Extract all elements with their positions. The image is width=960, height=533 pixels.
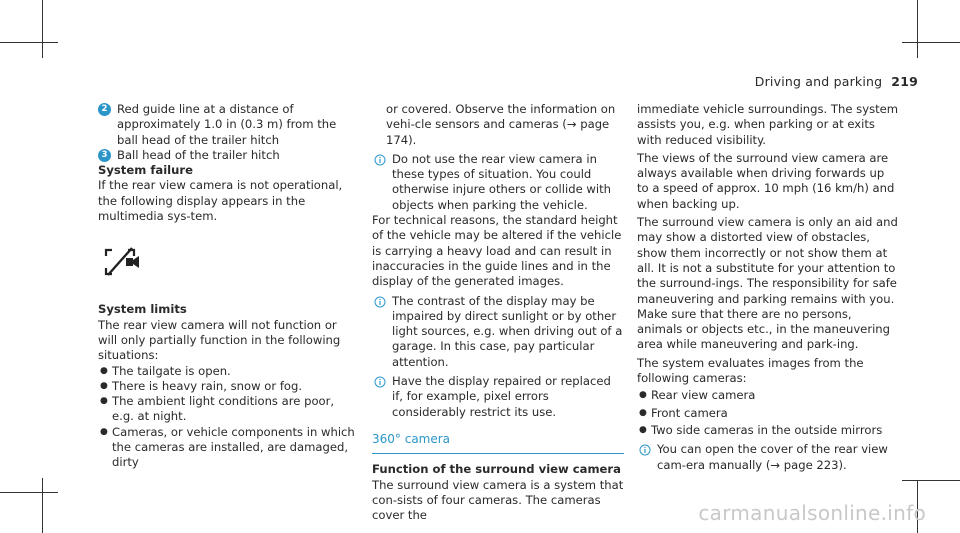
- function-heading: Function of the surround view camera: [372, 462, 621, 477]
- bullet-text: There is heavy rain, snow or fog.: [112, 378, 303, 393]
- number-badge: 2: [98, 103, 111, 116]
- crop-mark: [902, 42, 960, 43]
- system-failure-text: If the rear view camera is not operational, the following display appears in the multimedia sys-tem.: [98, 178, 343, 224]
- legend-item-3: [98, 148, 356, 163]
- paragraph: For technical reasons, the standard height of the vehicle may be altered if the vehicle is carrying a heavy load and can result in inaccuracies in the guide lines and in the display of the generated images.: [372, 213, 622, 289]
- list-item: ● Two side cameras in the outside mirrors: [639, 422, 883, 437]
- note-text: Do not use the rear view camera in these types of situation. You could otherwise injure others or collide with objects when parking the vehicle.: [392, 151, 611, 212]
- crop-mark: [42, 478, 43, 533]
- note-text: You can open the cover of the rear view cam-era manually (→ page 223).: [657, 442, 888, 472]
- crop-mark: [0, 42, 58, 43]
- bullet-text: The tailgate is open.: [112, 363, 231, 378]
- column-1: [98, 102, 356, 471]
- crop-mark: [917, 0, 918, 58]
- list-item: ● The tailgate is open.: [100, 363, 231, 378]
- info-icon: [639, 444, 651, 456]
- system-limits-heading: System limits: [98, 302, 187, 317]
- column-3: [637, 102, 899, 473]
- bullet-text: Front camera: [651, 405, 728, 420]
- section-title: Driving and parking: [754, 74, 883, 89]
- list-item: ● Front camera: [639, 405, 728, 420]
- paragraph: immediate vehicle surroundings. The system assists you, e.g. when parking or at exits with reduced visibility.: [637, 102, 899, 147]
- crop-mark: [42, 0, 43, 58]
- function-text: The surround view camera is a system that con-sists of four cameras. The cameras cover the: [372, 477, 624, 523]
- bullet-text: Two side cameras in the outside mirrors: [651, 422, 883, 437]
- legend-item-2: [98, 102, 356, 148]
- watermark: carmanualsonline.info: [698, 501, 926, 525]
- paragraph: The surround view camera is only an aid and may show a distorted view of obstacles, show them incorrectly or not show them at all. It is not a substitute for your attention to the surround-ings. The responsibility for safe maneuvering and parking remains with you. Make sure that there are no persons, animals or objects etc., in the maneuvering area while maneuvering and park-ing.: [637, 215, 898, 352]
- note-text: Have the display repaired or replaced if, for example, pixel errors considerably restrict its use.: [392, 374, 611, 419]
- column-2: [372, 102, 624, 523]
- list-item: ● There is heavy rain, snow or fog.: [100, 378, 303, 393]
- camera-fail-display: [98, 224, 356, 302]
- info-icon: [374, 296, 386, 308]
- info-icon: [374, 154, 386, 166]
- list-item: ● Rear view camera: [639, 388, 756, 403]
- continued-text: or covered. Observe the information on vehi-cle sensors and cameras (→ page 174).: [386, 102, 616, 147]
- system-failure-heading: System failure: [98, 163, 193, 178]
- note: [372, 294, 624, 370]
- note-text: The contrast of the display may be impaired by direct sunlight or by other light sources, e.g. when driving out of a garage. In this case, pay particular attention.: [392, 293, 623, 369]
- paragraph: The views of the surround view camera are always available when driving forwards up to a speed of approx. 10 mph (16 km/h) and when backing up.: [637, 150, 895, 211]
- crop-mark: [902, 480, 960, 481]
- bullet-text: Rear view camera: [651, 388, 756, 403]
- bullet-text: Cameras, or vehicle components in which the cameras are installed, are damaged, dirty: [112, 424, 355, 470]
- crop-mark: [0, 492, 58, 493]
- page-header: [755, 74, 918, 89]
- paragraph: The system evaluates images from the following cameras:: [637, 355, 864, 386]
- section-heading: 360° camera: [372, 432, 624, 454]
- info-icon: [374, 376, 386, 388]
- page-number: 219: [891, 74, 918, 89]
- system-limits-text: The rear view camera will not function or will only partially function in the following situations:: [98, 317, 341, 363]
- camera-off-icon: [102, 244, 142, 278]
- bullet-text: The ambient light conditions are poor, e.g. at night.: [112, 394, 335, 424]
- number-badge: 3: [98, 149, 111, 162]
- note: [372, 374, 624, 420]
- note: [637, 442, 899, 473]
- note: [372, 152, 624, 213]
- list-item: ● The ambient light conditions are poor, e.g. at night.: [98, 394, 356, 425]
- list-item: ● Cameras, or vehicle components in which the cameras are installed, are damaged, dirty: [100, 424, 355, 470]
- legend-text: Ball head of the trailer hitch: [117, 147, 280, 162]
- legend-text: Red guide line at a distance of approximately 1.0 in (0.3 m) from the ball head of the trailer hitch: [117, 102, 337, 147]
